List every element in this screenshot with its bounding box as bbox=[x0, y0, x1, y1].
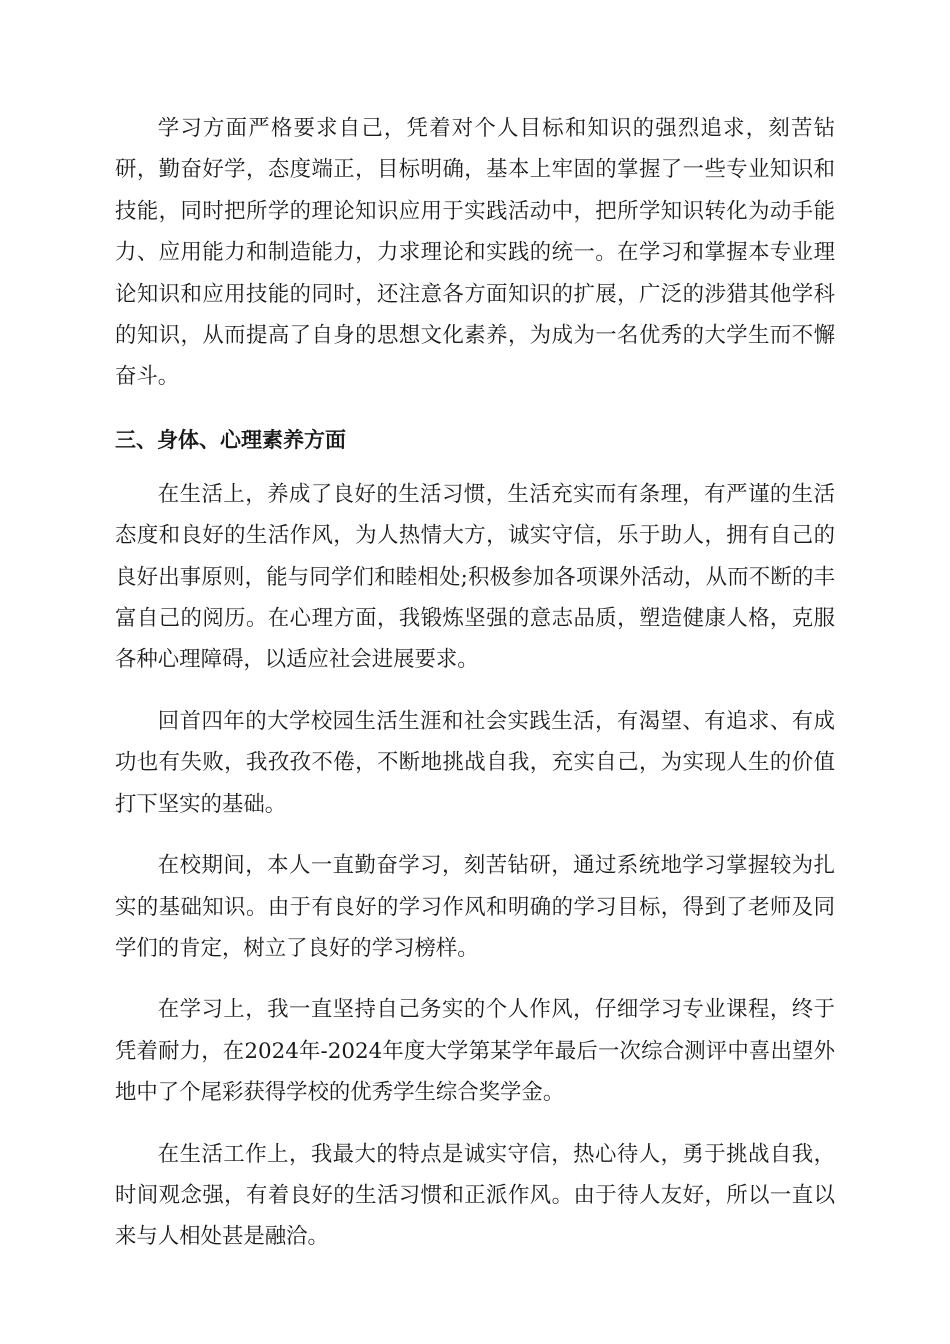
section-heading-physical-mental: 三、身体、心理素养方面 bbox=[115, 427, 346, 452]
paragraph-review: 回首四年的大学校园生活生涯和社会实践生活，有渴望、有追求、有成功也有失败，我孜孜不倦，不断地挑战自我，充实自己，为实现人生的价值打下坚实的基础。 bbox=[115, 708, 835, 817]
paragraph-life: 在生活上，养成了良好的生活习惯，生活充实而有条理，有严谨的生活态度和良好的生活作风，为人热情大方，诚实守信，乐于助人，拥有自己的良好出事原则，能与同学们和睦相处;积极参加各项课外活动，从而不断的丰富自己的阅历。在心理方面，我锻炼坚强的意志品质，塑造健康人格，克服各种心理障碍，以适应社会进展要求。 bbox=[115, 481, 835, 673]
document-body bbox=[115, 108, 835, 1258]
paragraph-school-period: 在校期间，本人一直勤奋学习，刻苦钻研，通过系统地学习掌握较为扎实的基础知识。由于有良好的学习作风和明确的学习目标，得到了老师及同学们的肯定，树立了良好的学习榜样。 bbox=[115, 853, 835, 961]
paragraph-study: 学习方面严格要求自己，凭着对个人目标和知识的强烈追求，刻苦钻研，勤奋好学，态度端正，目标明确，基本上牢固的掌握了一些专业知识和技能，同时把所学的理论知识应用于实践活动中，把所学知识转化为动手能力、应用能力和制造能力，力求理论和实践的统一。在学习和掌握本专业理论知识和应用技能的同时，还注意各方面知识的扩展，广泛的涉猎其他学科的知识，从而提高了自身的思想文化素养，为成为一名优秀的大学生而不懈奋斗。 bbox=[115, 116, 835, 390]
paragraph-scholarship: 在学习上，我一直坚持自己务实的个人作风，仔细学习专业课程，终于凭着耐力，在2024年-2024年度大学第某学年最后一次综合测评中喜出望外地中了个尾彩获得学校的优秀学生综合奖学金。 bbox=[115, 997, 835, 1106]
paragraph-work-life: 在生活工作上，我最大的特点是诚实守信，热心待人，勇于挑战自我，时间观念强，有着良好的生活习惯和正派作风。由于待人友好，所以一直以来与人相处甚是融洽。 bbox=[115, 1141, 835, 1250]
